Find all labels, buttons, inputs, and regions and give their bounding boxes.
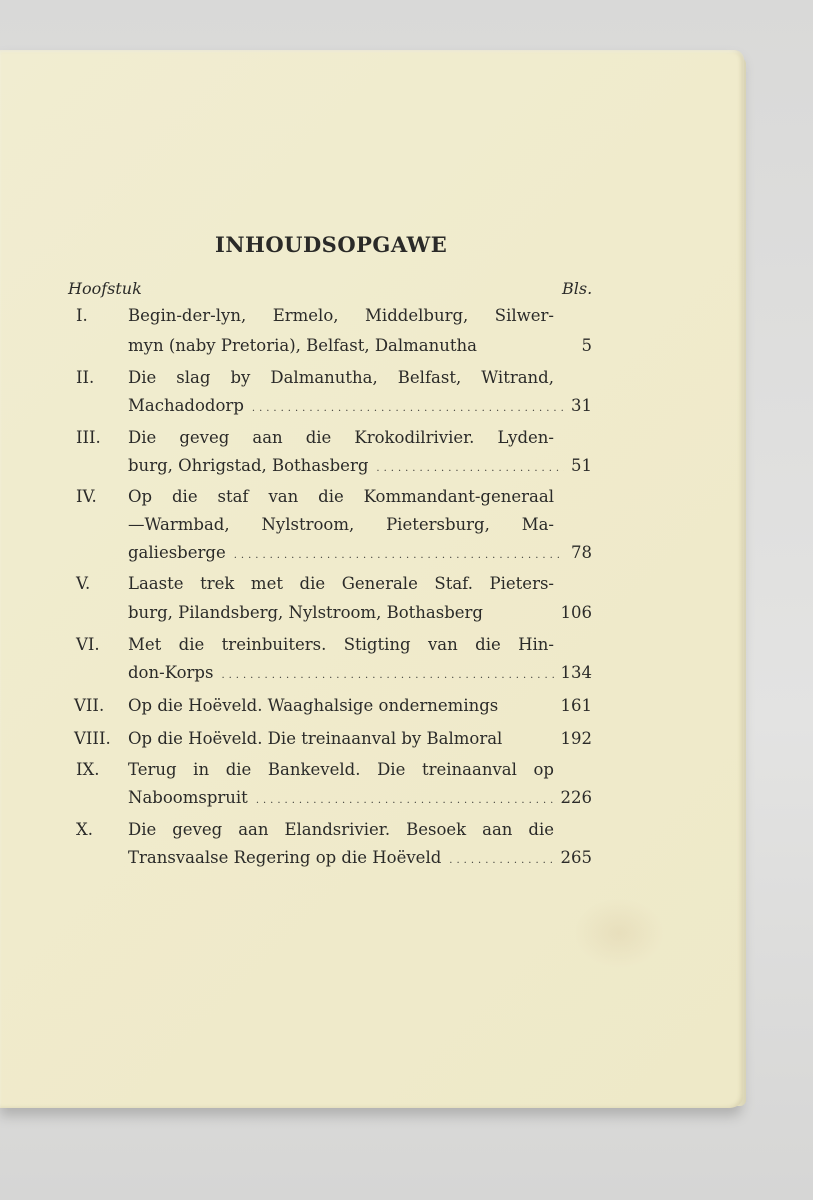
entry-line-last xyxy=(128,696,592,715)
entry-line: Laaste trek met die Generale Staf. Pieters- xyxy=(128,574,554,593)
chapter-number: V. xyxy=(76,574,91,593)
leader-dots xyxy=(221,670,556,681)
page-number: 134 xyxy=(560,663,592,682)
chapter-number: I. xyxy=(76,306,88,325)
page-number: 161 xyxy=(560,696,592,715)
chapter-column-header: Hoofstuk xyxy=(68,279,142,298)
entry-line: Die geveg aan Elandsrivier. Besoek aan die xyxy=(128,820,554,839)
chapter-number: IX. xyxy=(76,760,100,779)
leader-dots xyxy=(376,463,564,474)
entry-line: Die geveg aan die Krokodilrivier. Lyden- xyxy=(128,428,554,447)
page-number: 192 xyxy=(560,729,592,748)
page-number: 78 xyxy=(571,543,592,562)
page-number: 31 xyxy=(571,396,592,415)
page-number: 51 xyxy=(571,456,592,475)
entry-line-last xyxy=(128,396,592,415)
chapter-number: III. xyxy=(76,428,101,447)
entry-line-last xyxy=(128,788,592,807)
entry-text: burg, Pilandsberg, Nylstroom, Bothasberg xyxy=(128,603,483,622)
chapter-number: VII. xyxy=(74,696,105,715)
entry-line-last xyxy=(128,543,592,562)
entry-text: burg, Ohrigstad, Bothasberg xyxy=(128,456,369,475)
entry-line-last xyxy=(128,663,592,682)
chapter-number: X. xyxy=(76,820,93,839)
leader-dots xyxy=(234,550,564,561)
page-number: 265 xyxy=(560,848,592,867)
leader-dots xyxy=(252,403,564,414)
entry-line: Begin-der-lyn, Ermelo, Middelburg, Silwer- xyxy=(128,306,554,325)
page-title: INHOUDSOPGAWE xyxy=(215,232,448,257)
entry-text: Naboomspruit xyxy=(128,788,248,807)
entry-text: myn (naby Pretoria), Belfast, Dalmanutha xyxy=(128,336,477,355)
entry-line: Terug in die Bankeveld. Die treinaanval op xyxy=(128,760,554,779)
entry-line: Op die staf van die Kommandant-generaal xyxy=(128,487,554,506)
leader-dots xyxy=(256,795,557,806)
page-column-header: Bls. xyxy=(562,279,593,298)
chapter-number: VIII. xyxy=(74,729,111,748)
page-number: 5 xyxy=(581,336,592,355)
entry-text: Transvaalse Regering op die Hoëveld xyxy=(128,848,442,867)
entry-text: Machadodorp xyxy=(128,396,244,415)
chapter-number: VI. xyxy=(76,635,100,654)
entry-line-last xyxy=(128,729,592,748)
entry-text: Op die Hoëveld. Waaghalsige ondernemings xyxy=(128,696,499,715)
entry-line-last xyxy=(128,336,592,355)
entry-text: galiesberge xyxy=(128,543,226,562)
entry-line: Met die treinbuiters. Stigting van die Hin- xyxy=(128,635,554,654)
chapter-number: II. xyxy=(76,368,95,387)
entry-line-last xyxy=(128,848,592,867)
page-number: 226 xyxy=(560,788,592,807)
entry-line: Die slag by Dalmanutha, Belfast, Witrand, xyxy=(128,368,554,387)
entry-text: Op die Hoëveld. Die treinaanval by Balmoral xyxy=(128,729,503,748)
leader-dots xyxy=(449,855,556,866)
chapter-number: IV. xyxy=(76,487,97,506)
page-number: 106 xyxy=(560,603,592,622)
entry-text: don-Korps xyxy=(128,663,214,682)
entry-line-last xyxy=(128,603,592,622)
entry-line-last xyxy=(128,456,592,475)
entry-line: —Warmbad, Nylstroom, Pietersburg, Ma- xyxy=(128,515,554,534)
